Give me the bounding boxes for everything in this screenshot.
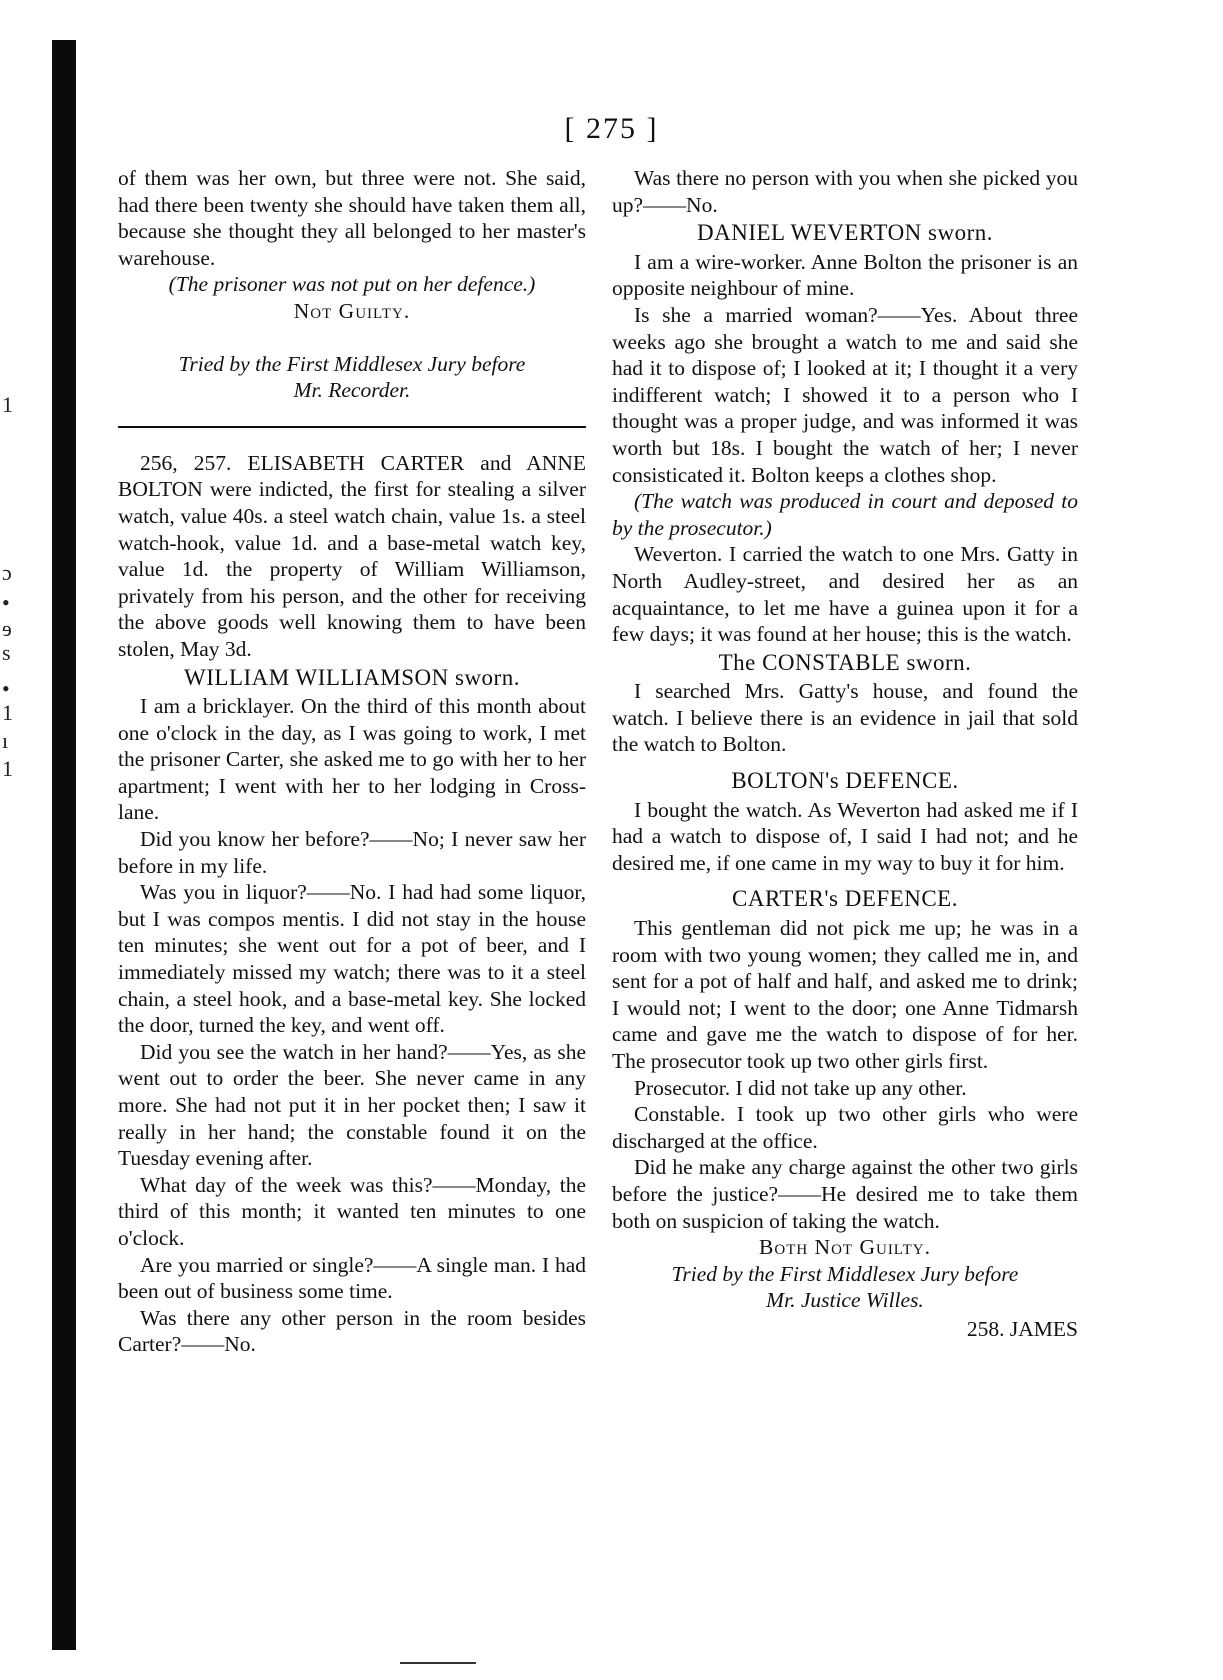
testimony: Weverton. I carried the watch to one Mrs. Gatty in North Audley-street, and desired her as an acquaintance, to let me have a guinea upon it for a few days; it was found at her house; this is the watch.: [612, 542, 1078, 647]
testimony: Constable. I took up two other girls who were discharged at the office.: [612, 1102, 1078, 1153]
testimony: Is she a married woman?——Yes. About three weeks ago she brought a watch to me and said she had it to dispose of; I looked at it; I thought it a very indifferent watch; I showed it to a person who I thought was a proper judge, and was informed it was worth but 18s. I bought the watch of her; I never consisticated it. Bolton keeps a clothes shop.: [612, 302, 1078, 487]
margin-mark: ɘ: [2, 616, 12, 641]
testimony: Was you in liquor?——No. I had had some liquor, but I was compos mentis. I did not stay in the house ten minutes; she went out for a pot of beer, and I immediately missed my watch; there was to it a steel chain, a steel hook, and a base-metal key. She locked the door, turned the key, and went off.: [118, 880, 586, 1038]
margin-mark: •: [2, 590, 10, 615]
section-divider: [118, 426, 586, 428]
book-spine-shadow: [52, 40, 76, 1650]
indictment-paragraph: 256, 257. ELISABETH CARTER and ANNE BOLTON were indicted, the first for stealing a silver watch, value 40s. a steel watch chain, value 1s. a steel watch-hook, value 1d. and a base-metal watch key, value 1d. the property of William Williamson, privately from his person, and the other for receiving the above goods well knowing them to have been stolen, May 3d.: [118, 450, 586, 661]
testimony: Was there any other person in the room besides Carter?——No.: [118, 1305, 586, 1357]
margin-mark: 1: [2, 700, 13, 725]
margin-mark: ı: [2, 728, 9, 753]
testimony: Did you know her before?——No; I never saw her before in my life.: [118, 827, 586, 878]
witness-heading: The CONSTABLE sworn.: [718, 649, 972, 675]
margin-mark: s: [2, 640, 11, 665]
editorial-note: (The watch was produced in court and deposed to by the prosecutor.): [612, 489, 1078, 540]
testimony: Was there no person with you when she picked you up?——No.: [612, 166, 1078, 217]
testimony: This gentleman did not pick me up; he was in a room with two young women; they called me in, and sent for a pot of half and half, and asked me to drink; I would not; I went to the door; one Anne Tidmarsh came and gave me the watch to dispose of for her. The prosecutor took up two other girls first.: [612, 916, 1078, 1073]
jury-line: Tried by the First Middlesex Jury before: [671, 1261, 1019, 1286]
testimony: I am a wire-worker. Anne Bolton the prisoner is an opposite neighbour of mine.: [612, 249, 1078, 301]
testimony: What day of the week was this?——Monday, the third of this month; it wanted ten minutes to one o'clock.: [118, 1172, 586, 1250]
right-column: [612, 165, 1078, 1343]
paragraph: of them was her own, but three were not. She said, had there been twenty she should have taken them all, because she thought they all belonged to her master's warehouse.: [118, 166, 586, 270]
margin-mark: •: [2, 676, 10, 701]
testimony: I bought the watch. As Weverton had asked me if I had a watch to dispose of, I said I had not; and he desired me, if one came in my way to buy it for him.: [612, 797, 1078, 875]
jury-judge: Mr. Justice Willes.: [766, 1288, 924, 1313]
page-number: [ 275 ]: [564, 112, 659, 145]
left-column: [118, 165, 586, 1358]
verdict: Not Guilty.: [293, 298, 411, 323]
editorial-note: (The prisoner was not put on her defence.): [168, 272, 536, 297]
catchword: 258. JAMES: [966, 1316, 1078, 1341]
testimony: Are you married or single?——A single man. I had been out of business some time.: [118, 1252, 586, 1304]
testimony: Did he make any charge against the other two girls before the justice?——He desired me to take them both on suspicion of taking the watch.: [612, 1155, 1078, 1233]
witness-heading: WILLIAM WILLIAMSON sworn.: [184, 664, 520, 690]
testimony: I searched Mrs. Gatty's house, and found the watch. I believe there is an evidence in jail that sold the watch to Bolton.: [612, 679, 1078, 757]
jury-judge: Mr. Recorder.: [293, 378, 411, 403]
verdict: Both Not Guilty.: [759, 1235, 931, 1260]
defence-heading: BOLTON's DEFENCE.: [731, 768, 959, 794]
margin-mark: 1: [2, 392, 13, 417]
testimony: Prosecutor. I did not take up any other.: [634, 1075, 967, 1100]
bottom-rule: [400, 1662, 476, 1664]
testimony: I am a bricklayer. On the third of this month about one o'clock in the day, as I was going to work, I met the prisoner Carter, she asked me to go with her to her apartment; I went with her to her lodging in Cross-lane.: [118, 694, 586, 825]
margin-mark: ɔ: [2, 560, 12, 585]
testimony: Did you see the watch in her hand?——Yes, as she went out to order the beer. She never came in any more. She had not put it in her pocket then; I saw it really in her hand; the constable found it on the Tuesday evening after.: [118, 1039, 586, 1171]
defence-heading: CARTER's DEFENCE.: [732, 886, 958, 912]
jury-line: Tried by the First Middlesex Jury before: [178, 351, 526, 376]
witness-heading: DANIEL WEVERTON sworn.: [696, 220, 994, 246]
margin-mark: 1: [2, 756, 13, 781]
